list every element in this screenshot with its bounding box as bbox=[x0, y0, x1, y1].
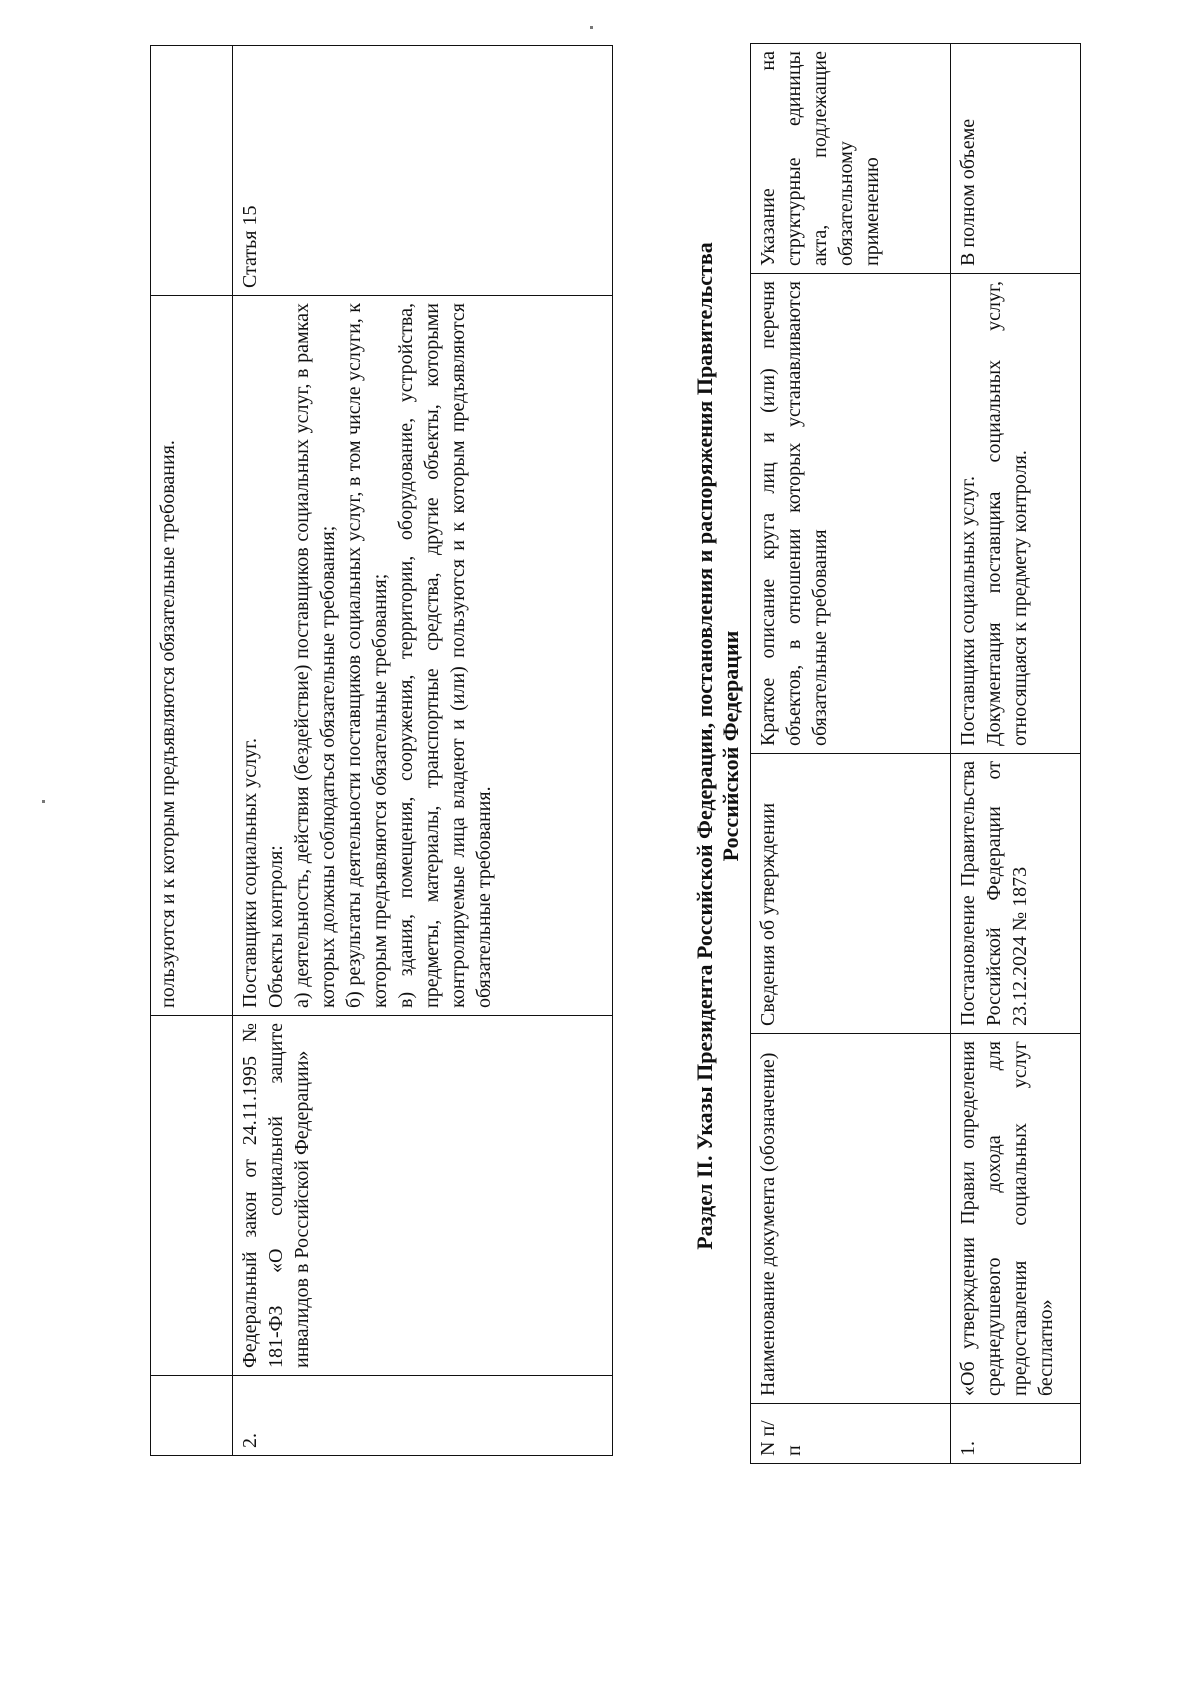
objects-line: б) результаты деятельности поставщиков социальных услуг, в том числе услуги, к которым предъявляются обязательные требования; bbox=[343, 303, 391, 1008]
table-row bbox=[151, 46, 233, 1456]
empty-cell bbox=[151, 1376, 233, 1456]
header-description: Краткое описание круга лиц и (или) перечня объектов, в отношении которых устанавливаются обязательные требования bbox=[751, 274, 951, 754]
row-number: 1. bbox=[951, 1404, 1081, 1464]
table-row bbox=[233, 46, 613, 1456]
continued-table bbox=[150, 45, 613, 1456]
section-table bbox=[750, 43, 1081, 1464]
approval-info: Постановление Правительства Российской Федерации от 23.12.2024 № 1873 bbox=[951, 754, 1081, 1034]
section-title-line: Раздел II. Указы Президента Российской Федерации, постановления и распоряжения Правительства bbox=[692, 242, 717, 1250]
objects-line: Поставщики социальных услуг. bbox=[239, 737, 261, 1008]
document-name: «Об утверждении Правил определения среднедушевого дохода для предоставления социальных услуг бесплатно» bbox=[951, 1034, 1081, 1404]
section-title bbox=[692, 0, 744, 1496]
header-name: Наименование документа (обозначение) bbox=[751, 1034, 951, 1404]
header-approval: Сведения об утверждении bbox=[751, 754, 951, 1034]
control-objects bbox=[233, 296, 613, 1016]
structural-units: В полном объеме bbox=[951, 44, 1081, 274]
objects-line: Объекты контроля: bbox=[265, 845, 287, 1008]
header-num: N п/п bbox=[751, 1404, 951, 1464]
description-line: Документация поставщика социальных услуг, относящаяся к предмету контроля. bbox=[983, 281, 1031, 746]
structural-units: Статья 15 bbox=[233, 46, 613, 296]
empty-cell bbox=[151, 1016, 233, 1376]
empty-cell bbox=[151, 46, 233, 296]
description bbox=[951, 274, 1081, 754]
section-title-line: Российской Федерации bbox=[718, 630, 743, 862]
document-name: Федеральный закон от 24.11.1995 № 181-ФЗ «О социальной защите инвалидов в Российской Федерации» bbox=[233, 1016, 613, 1376]
table-header-row bbox=[751, 44, 951, 1464]
row-number: 2. bbox=[233, 1376, 613, 1456]
continuation-text: пользуются и к которым предъявляются обязательные требования. bbox=[151, 296, 233, 1016]
objects-line: а) деятельность, действия (бездействие) поставщиков социальных услуг, в рамках которых должны соблюдаться обязательные требования; bbox=[291, 303, 339, 1008]
header-units: Указание на структурные единицы акта, подлежащие обязательному применению bbox=[751, 44, 951, 274]
table-row bbox=[951, 44, 1081, 1464]
description-line: Поставщики социальных услуг. bbox=[957, 475, 979, 746]
objects-line: в) здания, помещения, сооружения, территории, оборудование, устройства, предметы, материалы, транспортные средства, другие объекты, которыми контролируемые лица владеют и (или) пользуются и к которым предъявляются обязательные требования. bbox=[395, 303, 495, 1008]
